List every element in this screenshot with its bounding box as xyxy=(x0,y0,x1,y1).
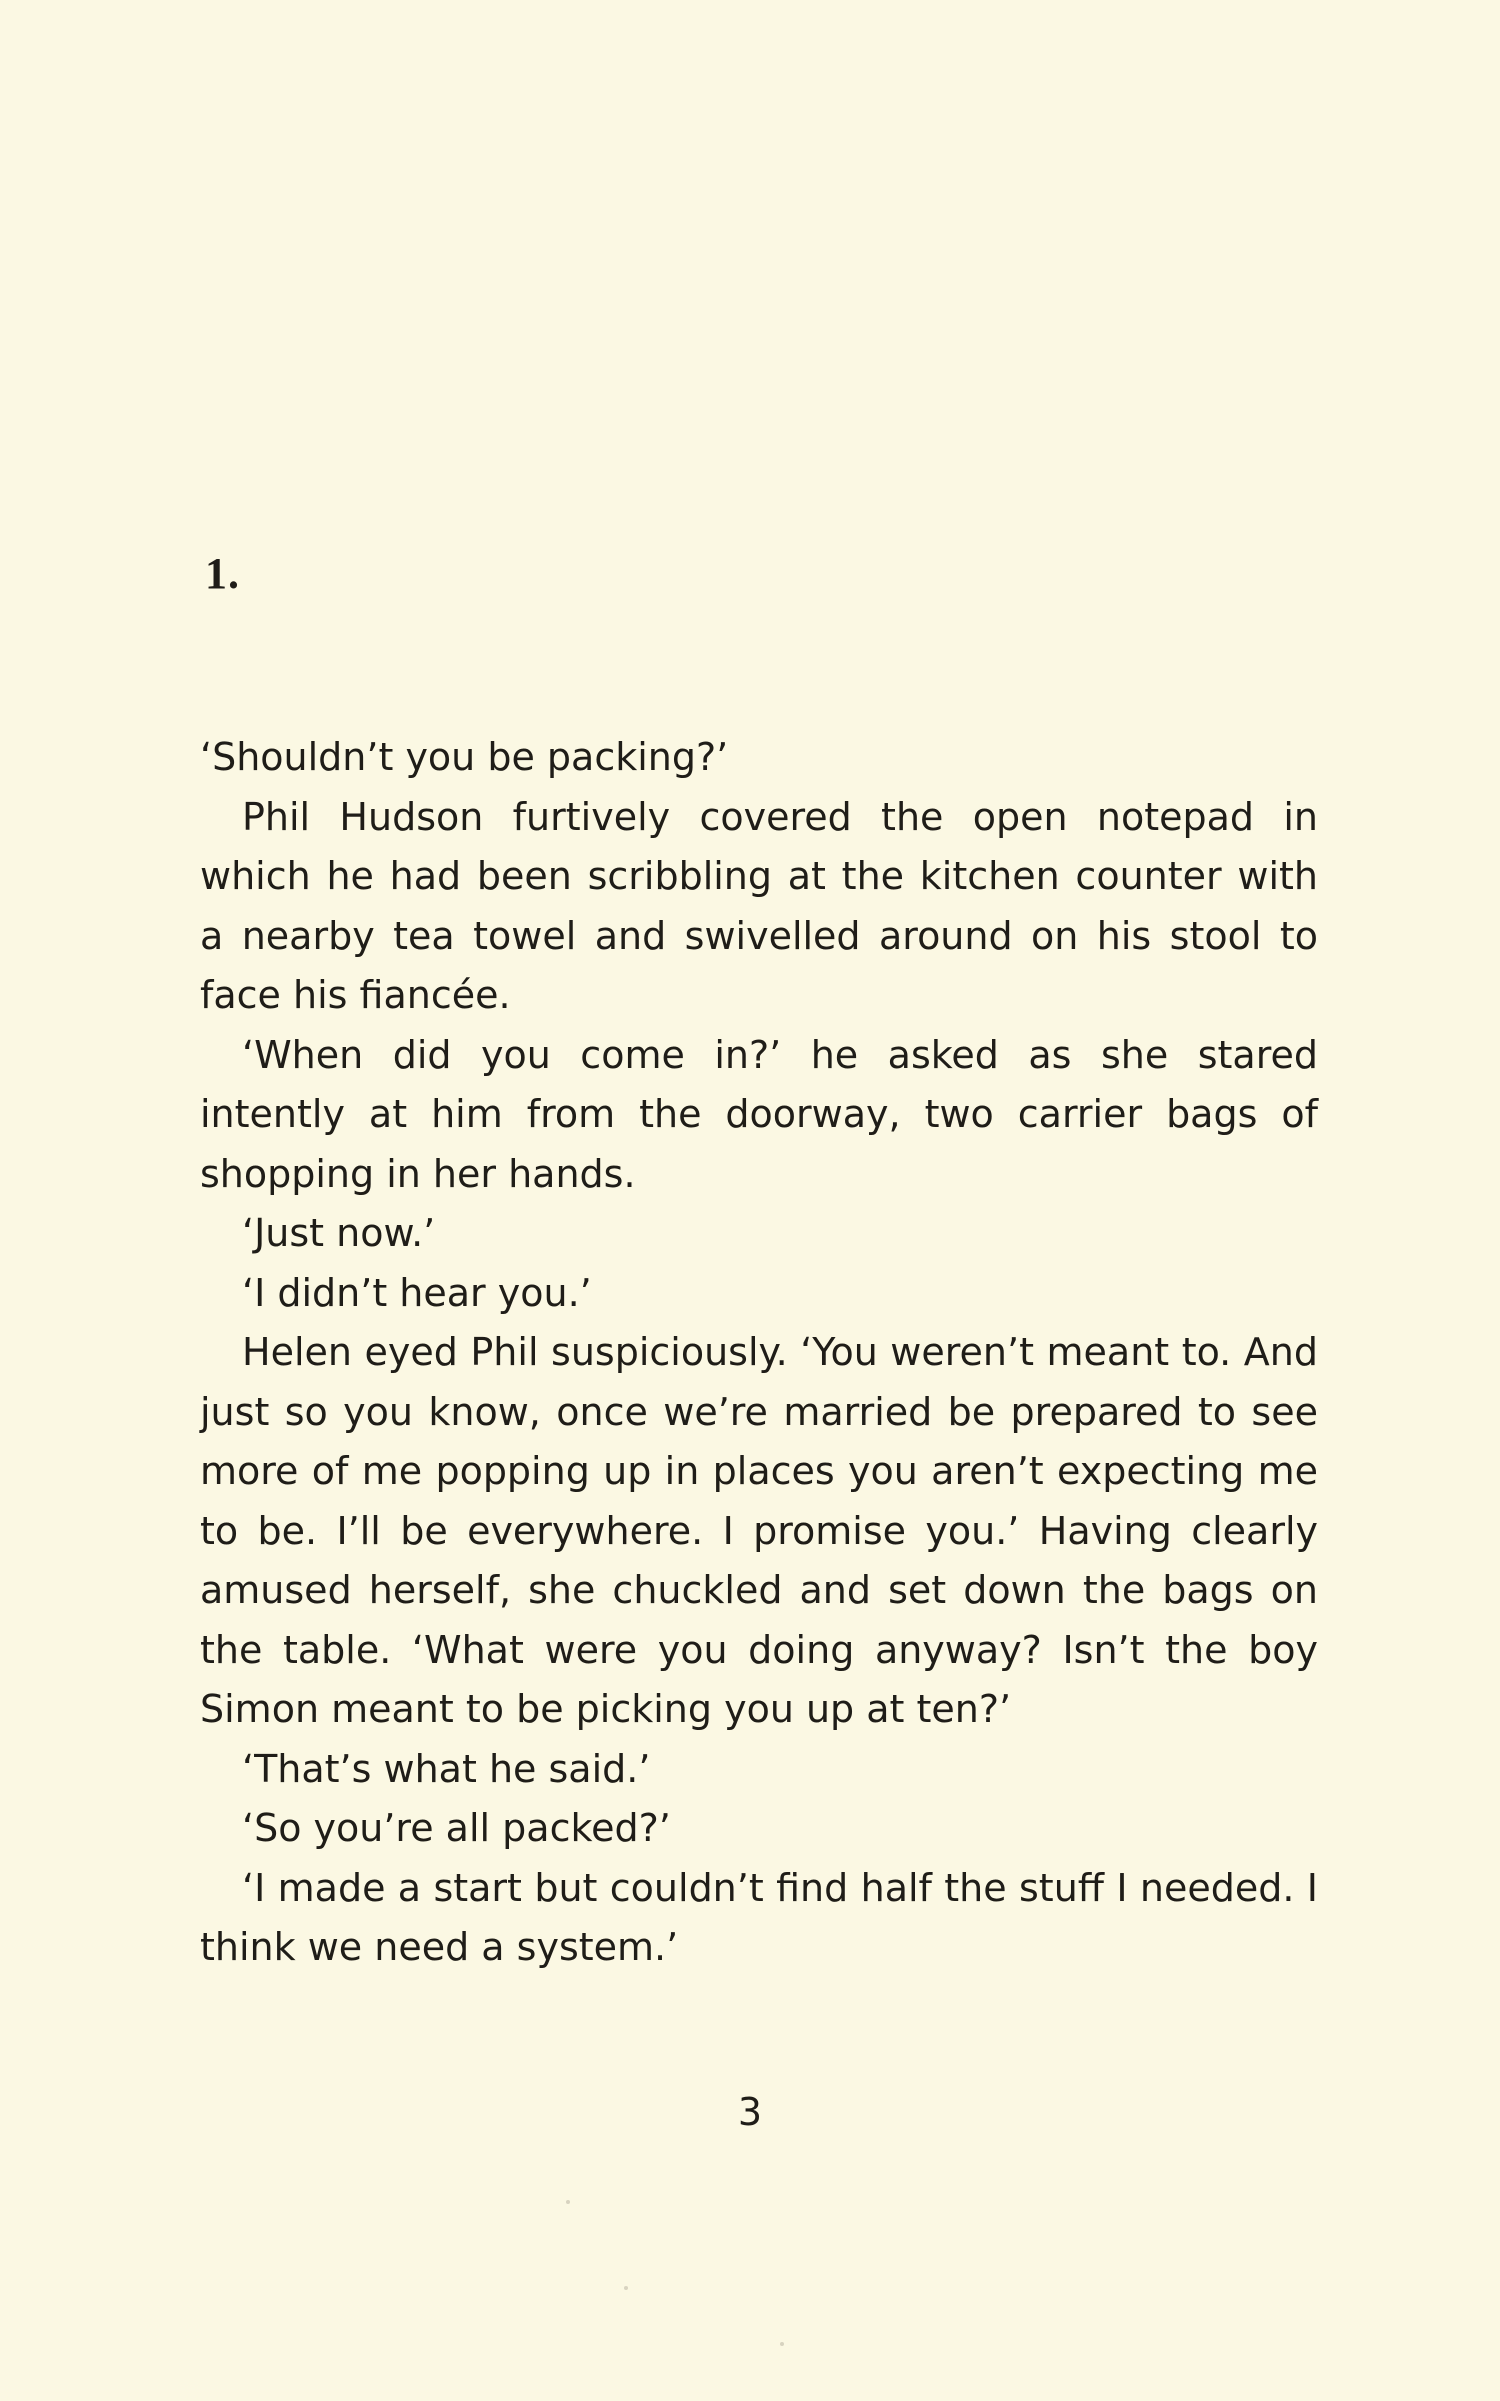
paragraph: ‘I made a start but couldn’t find half the stuff I needed. I think we need a system.’ xyxy=(200,1865,1318,1969)
paragraph: ‘That’s what he said.’ xyxy=(242,1746,651,1791)
paper-speck xyxy=(566,2200,570,2204)
paper-speck xyxy=(624,2286,628,2290)
paragraph: ‘When did you come in?’ he asked as she stared intently at him from the doorway, two carrier bags of shopping in her hands. xyxy=(200,1032,1318,1196)
paragraph: ‘So you’re all packed?’ xyxy=(242,1806,671,1850)
page-number: 3 xyxy=(737,2090,763,2134)
chapter-text xyxy=(200,728,1318,1978)
paragraph: ‘Shouldn’t you be packing?’ xyxy=(200,735,729,779)
paragraph: Phil Hudson furtively covered the open notepad in which he had been scribbling at the kitchen counter with a nearby tea towel and swivelled around on his stool to face his fiancée. xyxy=(200,794,1318,1017)
paragraph: Helen eyed Phil suspiciously. ‘You weren’t meant to. And just so you know, once we’re married be prepared to see more of me popping up in places you aren’t expecting me to be. I’ll be everywhere. I promise you.’ Having clearly amused herself, she chuckled and set down the bags on the table. ‘What were you doing anyway? Isn’t the boy Simon meant to be picking you up at ten?’ xyxy=(200,1330,1318,1731)
paragraph: ‘I didn’t hear you.’ xyxy=(242,1270,592,1315)
paragraph: ‘Just now.’ xyxy=(242,1211,436,1255)
chapter-number: 1. xyxy=(205,549,240,598)
paper-speck xyxy=(780,2342,784,2346)
